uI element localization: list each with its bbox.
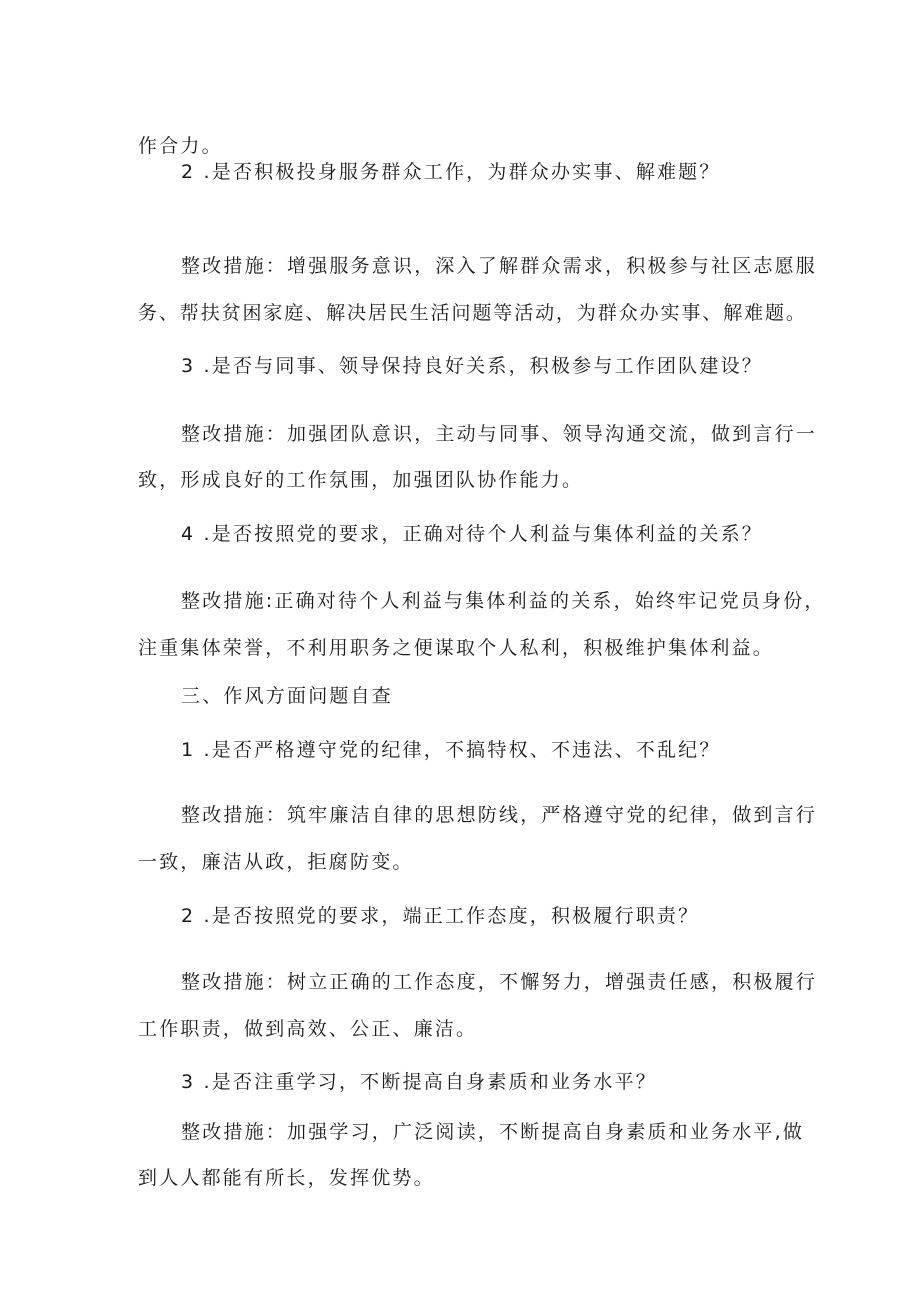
measure-text-line: 整改措施：加强团队意识，主动与同事、领导沟通交流，做到言行一 — [181, 423, 818, 445]
question-3-relations: 3 .是否与同事、领导保持良好关系，积极参与工作团队建设？ — [181, 355, 763, 377]
question-2-attitude: 2 .是否按照党的要求，端正工作态度，积极履行职责？ — [181, 905, 700, 927]
question-3-learning: 3 .是否注重学习，不断提高自身素质和业务水平？ — [181, 1071, 657, 1093]
measure-text-line: 到人人都能有所长，发挥优势。 — [138, 1167, 435, 1189]
measure-text-line: 整改措施：增强服务意识，深入了解群众需求，积极参与社区志愿服 — [181, 255, 818, 277]
measure-text-line: 整改措施：筑牢廉洁自律的思想防线，严格遵守党的纪律，做到言行 — [181, 804, 818, 826]
question-1-discipline: 1 .是否严格遵守党的纪律，不搞特权、不违法、不乱纪？ — [181, 739, 721, 761]
paragraph-continuation: 作合力。 — [138, 135, 223, 157]
measure-text-line: 整改措施：加强学习，广泛阅读，不断提高自身素质和业务水平,做 — [181, 1121, 805, 1143]
measure-text-line: 整改措施:正确对待个人利益与集体利益的关系，始终牢记党员身份， — [181, 590, 826, 612]
question-2-service: 2 .是否积极投身服务群众工作，为群众办实事、解难题？ — [181, 161, 721, 183]
measure-text-line: 一致，廉洁从政，拒腐防变。 — [138, 851, 414, 873]
section-heading: 三、作风方面问题自查 — [181, 685, 394, 707]
measure-text-line: 务、帮扶贫困家庭、解决居民生活问题等活动，为群众办实事、解难题。 — [138, 302, 807, 324]
measure-text-line: 致，形成良好的工作氛围，加强团队协作能力。 — [138, 469, 584, 491]
measure-text-line: 工作职责，做到高效、公正、廉洁。 — [138, 1018, 478, 1040]
measure-text-line: 整改措施：树立正确的工作态度，不懈努力，增强责任感，积极履行 — [181, 971, 818, 993]
measure-text-line: 注重集体荣誉，不利用职务之便谋取个人私利，积极维护集体利益。 — [138, 637, 775, 659]
question-4-interests: 4 .是否按照党的要求，正确对待个人利益与集体利益的关系？ — [181, 523, 763, 545]
